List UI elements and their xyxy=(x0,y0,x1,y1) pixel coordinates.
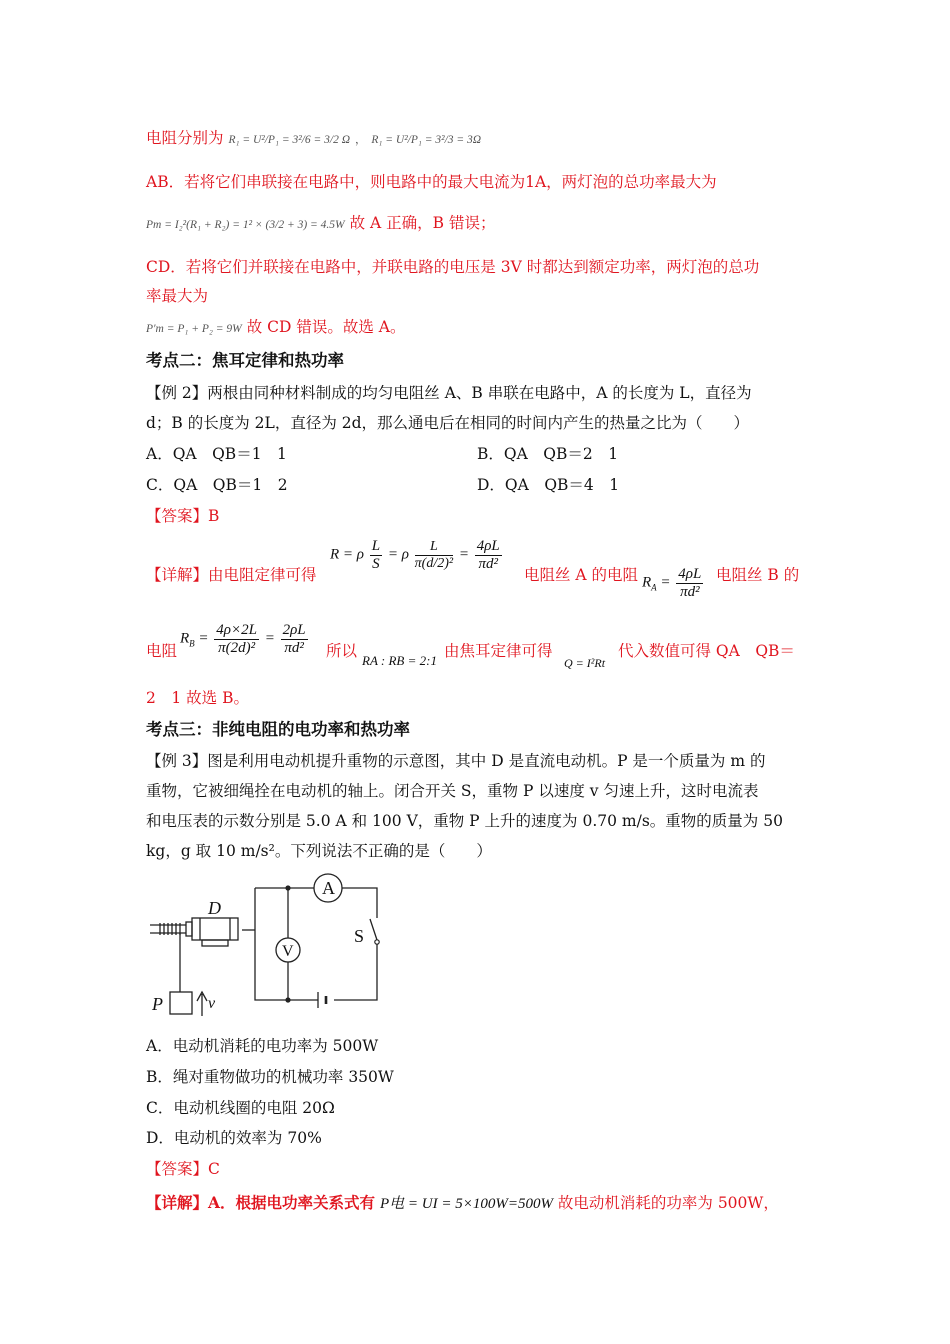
motor-circuit-diagram xyxy=(146,870,396,1020)
cd-text2: 率最大为 xyxy=(146,287,209,305)
q2-line1: 【例 2】两根由同种材料制成的均匀电阻丝 A、B 串联在电路中，A 的长度为 L，直径为 xyxy=(146,384,752,402)
q2-line2-tail: 代入数值可得 QA QB＝ xyxy=(618,642,795,660)
q2-answer: 【答案】B xyxy=(146,507,220,525)
q3-detail-line xyxy=(146,1192,779,1215)
q3-line3: 和电压表的示数分别是 5.0 A 和 100 V，重物 P 上升的速度为 0.70 m/s。重物的质量为 50 xyxy=(146,812,783,830)
q3-option-a: A．电动机消耗的电功率为 500W xyxy=(146,1037,379,1055)
weight-icon xyxy=(170,992,192,1014)
resist-prefix: 电阻分别为 xyxy=(146,129,224,147)
pm-line xyxy=(146,212,495,236)
ab-text: AB．若将它们串联接在电路中，则电路中的最大电流为1A，两灯泡的总功率最大为 xyxy=(146,173,717,191)
q3-line1: 【例 3】图是利用电动机提升重物的示意图，其中 D 是直流电动机。P 是一个质量为 m 的 xyxy=(146,752,766,770)
ra-formula: $R_A$ = $\frac{4\rho L}{\text{πd²}}$ xyxy=(642,566,702,600)
q2-option-a: A．QA QB＝1 1 xyxy=(146,445,287,463)
voltmeter-label: V xyxy=(282,943,294,960)
velocity-arrow-icon xyxy=(197,992,207,1016)
rb-formula: $R_B$ = $\frac{4\rho\times 2L}{\text{π(2d)²}}$ = $\frac{2\rho L}{\text{πd²}}$ xyxy=(180,622,306,656)
q2-option-c: C．QA QB＝1 2 xyxy=(146,476,288,494)
q3-option-c: C．电动机线圈的电阻 20Ω xyxy=(146,1099,335,1117)
ammeter-label: A xyxy=(322,878,335,898)
ab-conclusion: 故 A 正确，B 错误； xyxy=(349,214,496,232)
r1-formula: R₁ = U²/P₁ = 3²/6 = 3/2 Ω xyxy=(228,134,351,146)
r2-formula: R₁ = U²/P₁ = 3²/3 = 3Ω xyxy=(371,134,482,146)
heading-s2: 考点二：焦耳定律和热功率 xyxy=(146,351,344,370)
q2-detail-mid: 电阻丝 A 的电阻 xyxy=(524,566,639,584)
q2-detail-prefix: 【详解】由电阻定律可得 xyxy=(146,566,317,584)
pm2-line xyxy=(146,316,405,340)
q2-line3: 2 1 故选 B。 xyxy=(146,689,249,707)
cd-text1: CD．若将它们并联接在电路中，并联电路的电压是 3V 时都达到额定功率，两灯泡的总功 xyxy=(146,258,760,276)
joule-formula: Q = I²Rt xyxy=(564,656,606,670)
motor-icon xyxy=(192,918,238,940)
motor-label: D xyxy=(208,898,221,918)
q3-detail-tail: 故电动机消耗的功率为 500W， xyxy=(557,1194,779,1212)
q3-detail-prefix: 【详解】A．根据电功率关系式有 xyxy=(146,1193,376,1212)
resistance-law-formula: R = ρ $\frac{L}{S}$ = ρ $\frac{L}{\text{π(d/2)²}}$ = $\frac{4\rho L}{\text{πd²}}$ xyxy=(330,538,500,572)
switch-label: S xyxy=(354,926,365,946)
pm2-formula: P′m = P₁ + P₂ = 9W xyxy=(146,323,242,335)
q3-option-b: B．绳对重物做功的机械功率 350W xyxy=(146,1068,394,1086)
p-electric-formula: P电 = UI = 5×100W=500W xyxy=(379,1196,553,1212)
q2-line2-mid: 所以 xyxy=(326,642,358,660)
q3-line2: 重物，它被细绳拴在电动机的轴上。闭合开关 S，重物 P 以速度 v 匀速上升，这时电流表 xyxy=(146,782,759,800)
q3-option-d: D．电动机的效率为 70% xyxy=(146,1129,322,1147)
ratio-formula: RA : RB = 2:1 xyxy=(362,653,437,668)
q2-detail-mid2: 电阻丝 B 的 xyxy=(716,566,800,584)
pm-formula: Pm = I₂²(R₁ + R₂) = 1² × (3/2 + 3) = 4.5W xyxy=(146,219,345,231)
q2-line2: d；B 的长度为 2L，直径为 2d，那么通电后在相同的时间内产生的热量之比为（ ） xyxy=(146,414,750,432)
weight-label: P xyxy=(152,994,163,1014)
q2-option-d: D．QA QB＝4 1 xyxy=(477,476,620,494)
q3-answer: 【答案】C xyxy=(146,1160,220,1178)
q2-line2-mid2: 由焦耳定律可得 xyxy=(444,642,553,660)
q2-option-b: B．QA QB＝2 1 xyxy=(477,445,619,463)
heading-s3: 考点三：非纯电阻的电功率和热功率 xyxy=(146,720,410,739)
resist-line: 电阻分别为 R₁ = U²/P₁ = 3²/6 = 3/2 Ω ， R₁ = U²/P₁ = 3²/3 = 3Ω xyxy=(146,129,482,147)
cd-conclusion: 故 CD 错误。故选 A。 xyxy=(246,318,406,336)
q2-line2-prefix: 电阻 xyxy=(146,642,178,660)
velocity-label: v xyxy=(208,995,216,1012)
q3-line4: kg，g 取 10 m/s²。下列说法不正确的是（ ） xyxy=(146,842,492,860)
